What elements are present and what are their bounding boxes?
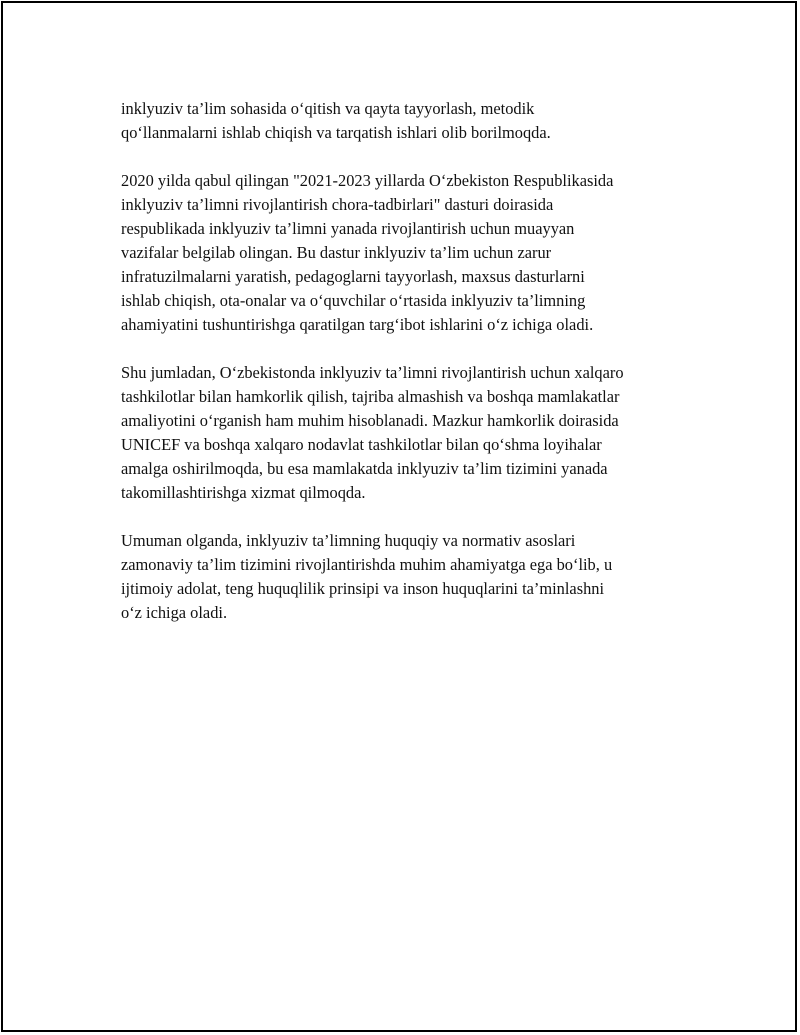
page-frame xyxy=(1,1,797,1032)
paragraph-program-2021-2023: 2020 yilda qabul qilingan "2021-2023 yillarda O‘zbekiston Respublikasida inklyuziv ta’limni rivojlantirish chora-tadbirlari" dasturi doirasida respublikada inklyuziv ta’limni yanada rivojlantirish uchun muayyan vazifalar belgilab olingan. Bu dastur inklyuziv ta’lim uchun zarur infratuzilmalarni yaratish, pedagoglarni tayyorlash, maxsus dasturlarni ishlab chiqish, ota-onalar va o‘quvchilar o‘rtasida inklyuziv ta’limning ahamiyatini tushuntirishga qaratilgan targ‘ibot ishlarini o‘z ichiga oladi. xyxy=(121,171,614,334)
paragraph-conclusion: Umuman olganda, inklyuziv ta’limning huquqiy va normativ asoslari zamonaviy ta’lim tizimini rivojlantirishda muhim ahamiyatga ega bo‘lib, u ijtimoiy adolat, teng huquqlilik prinsipi va inson huquqlarini ta’minlashni o‘z ichiga oladi. xyxy=(121,531,613,622)
document-body xyxy=(121,97,721,649)
paragraph-continuation: inklyuziv ta’lim sohasida o‘qitish va qayta tayyorlash, metodik qo‘llanmalarni ishlab chiqish va tarqatish ishlari olib borilmoqda. xyxy=(121,99,551,142)
paragraph-international-cooperation: Shu jumladan, O‘zbekistonda inklyuziv ta’limni rivojlantirish uchun xalqaro tashkilotlar bilan hamkorlik qilish, tajriba almashish va boshqa mamlakatlar amaliyotini o‘rganish ham muhim hisoblanadi. Mazkur hamkorlik doirasida UNICEF va boshqa xalqaro nodavlat tashkilotlar bilan qo‘shma loyihalar amalga oshirilmoqda, bu esa mamlakatda inklyuziv ta’lim tizimini yanada takomillashtirishga xizmat qilmoqda. xyxy=(121,363,624,502)
